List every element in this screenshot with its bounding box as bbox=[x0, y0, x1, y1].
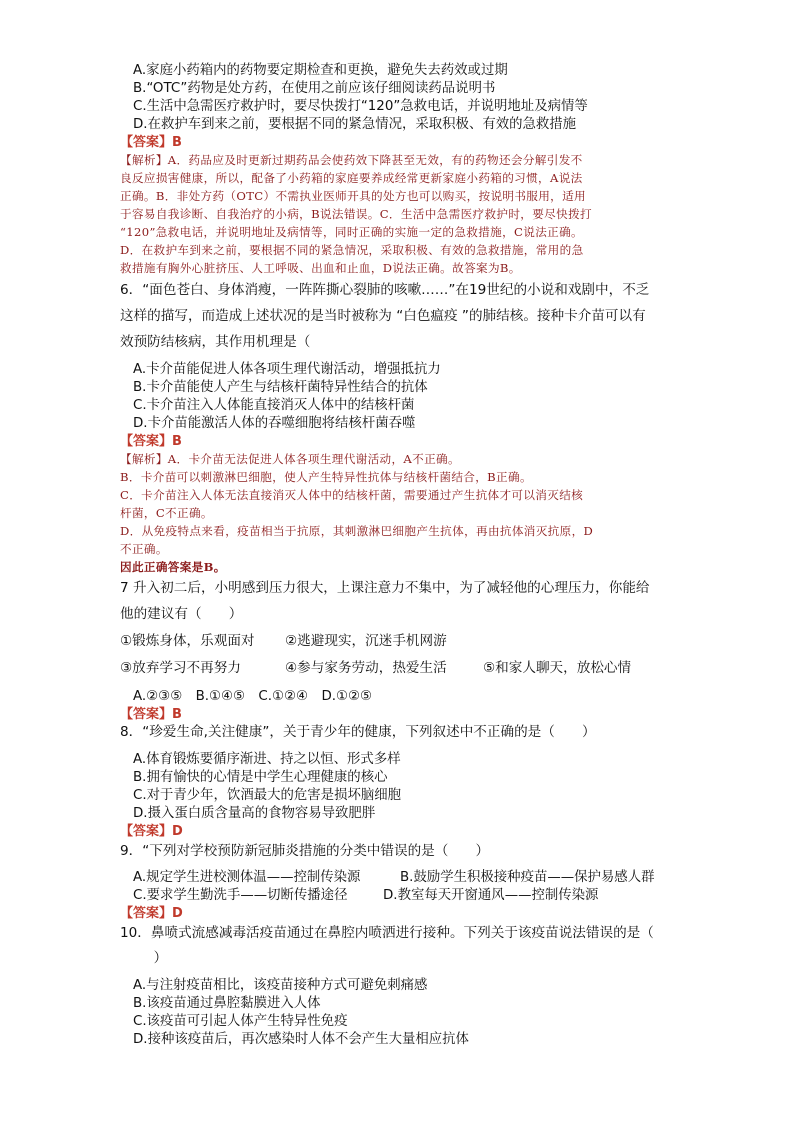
q8-option-d: D.摄入蛋白质含量高的食物容易导致肥胖 bbox=[133, 806, 376, 821]
q9-option-a: A.规定学生进校测体温——控制传染源 bbox=[133, 870, 361, 885]
q6-analysis-conclusion: 因此正确答案是B。 bbox=[120, 560, 226, 574]
q7-choice-2: ②逃避现实，沉迷手机网游 bbox=[285, 633, 447, 649]
q6-analysis-line: 【解析】A．卡介苗无法促进人体各项生理代谢活动，A不正确。 bbox=[120, 452, 460, 466]
q6-option-c: C.卡介苗注入人体能直接消灭人体中的结核杆菌 bbox=[133, 398, 415, 413]
q6-stem-line: 这样的描写，而造成上述状况的是当时被称为 “白色瘟疫 ”的肺结核。接种卡介苗可以有 bbox=[120, 308, 646, 324]
q5-analysis-line: 正确。B．非处方药（OTC）不需执业医师开具的处方也可以购买，按说明书服用，适用 bbox=[120, 189, 587, 203]
q7-stem-line: 他的建议有（ ） bbox=[120, 606, 243, 622]
q8-answer: 【答案】D bbox=[120, 824, 183, 839]
q7-choice-3: ③放弃学习不再努力 bbox=[120, 660, 241, 676]
q6-option-d: D.卡介苗能激活人体的吞噬细胞将结核杆菌吞噬 bbox=[133, 416, 416, 431]
q6-analysis-line: C．卡介苗注入人体无法直接消灭人体中的结核杆菌，需要通过产生抗体才可以消灭结核 bbox=[120, 488, 584, 502]
q10-option-c: C.该疫苗可引起人体产生特异性免疫 bbox=[133, 1014, 348, 1029]
q8-option-b: B.拥有愉快的心情是中学生心理健康的核心 bbox=[133, 770, 388, 785]
q6-option-a: A.卡介苗能促进人体各项生理代谢活动，增强抵抗力 bbox=[133, 362, 441, 377]
q10-option-b: B.该疫苗通过鼻腔黏膜进入人体 bbox=[133, 996, 321, 1011]
q5-analysis-line: 【解析】A．药品应及时更新过期药品会使药效下降甚至无效，有的药物还会分解引发不 bbox=[120, 153, 583, 167]
q5-analysis-line: 救措施有胸外心脏挤压、人工呼吸、出血和止血，D说法正确。故答案为B。 bbox=[120, 261, 521, 275]
q5-option-c: C.生活中急需医疗救护时，要尽快拨打“120”急救电话，并说明地址及病情等 bbox=[133, 99, 588, 114]
q10-option-a: A.与注射疫苗相比，该疫苗接种方式可避免刺痛感 bbox=[133, 978, 428, 993]
q5-answer: 【答案】B bbox=[120, 135, 182, 150]
q6-answer: 【答案】B bbox=[120, 434, 182, 449]
q8-option-a: A.体育锻炼要循序渐进、持之以恒、形式多样 bbox=[133, 752, 401, 767]
q6-option-b: B.卡介苗能使人产生与结核杆菌特异性结合的抗体 bbox=[133, 380, 428, 395]
q7-answer: 【答案】B bbox=[120, 707, 182, 722]
q8-option-c: C.对于青少年，饮酒最大的危害是损坏脑细胞 bbox=[133, 788, 402, 803]
q6-analysis-line: 杆菌，C不正确。 bbox=[120, 506, 213, 520]
q10-stem-line: ） bbox=[140, 950, 168, 966]
q5-analysis-line: D．在救护车到来之前，要根据不同的紧急情况，采取积极、有效的急救措施，常用的急 bbox=[120, 243, 584, 257]
q5-option-b: B.“OTC”药物是处方药，在使用之前应该仔细阅读药品说明书 bbox=[133, 81, 496, 96]
q7-choice-1: ①锻炼身体，乐观面对 bbox=[120, 633, 255, 649]
q8-stem: 8．“珍爱生命,关注健康”，关于青少年的健康，下列叙述中不正确的是（ ） bbox=[120, 724, 596, 740]
q9-option-d: D.教室每天开窗通风——控制传染源 bbox=[383, 888, 599, 903]
q5-analysis-line: 于容易自我诊断、自我治疗的小病，B说法错误。C．生活中急需医疗救护时，要尽快拨打 bbox=[120, 207, 592, 221]
q6-analysis-line: B．卡介苗可以刺激淋巴细胞，使人产生特异性抗体与结核杆菌结合，B正确。 bbox=[120, 470, 532, 484]
q5-analysis-line: “120”急救电话，并说明地址及病情等，同时正确的实施一定的急救措施，C说法正确。 bbox=[120, 225, 583, 239]
q9-stem: 9．“下列对学校预防新冠肺炎措施的分类中错误的是（ ） bbox=[120, 843, 490, 859]
q9-answer: 【答案】D bbox=[120, 906, 183, 921]
q7-stem-line: 7 升入初二后，小明感到压力很大，上课注意力不集中，为了减轻他的心理压力，你能给 bbox=[120, 580, 650, 596]
q7-options: A.②③⑤ B.①④⑤ C.①②④ D.①②⑤ bbox=[133, 689, 373, 704]
q6-stem-line: 效预防结核病，其作用机理是（ bbox=[120, 334, 311, 350]
q5-option-a: A.家庭小药箱内的药物要定期检查和更换，避免失去药效或过期 bbox=[133, 63, 508, 78]
q6-stem-line: 6．“面色苍白、身体消瘦，一阵阵撕心裂肺的咳嗽……”在19世纪的小说和戏剧中，不乏 bbox=[120, 282, 650, 298]
q9-option-c: C.要求学生勤洗手——切断传播途径 bbox=[133, 888, 348, 903]
q6-analysis-line: D．从免疫特点来看，疫苗相当于抗原，其刺激淋巴细胞产生抗体，再由抗体消灭抗原，D bbox=[120, 524, 594, 538]
q10-stem-line: 10．鼻喷式流感减毒活疫苗通过在鼻腔内喷洒进行接种。下列关于该疫苗说法错误的是（ bbox=[120, 925, 654, 941]
q7-choice-4: ④参与家务劳动，热爱生活 bbox=[285, 660, 447, 676]
q9-option-b: B.鼓励学生积极接种疫苗——保护易感人群 bbox=[400, 870, 655, 885]
q10-option-d: D.接种该疫苗后，再次感染时人体不会产生大量相应抗体 bbox=[133, 1032, 469, 1047]
q6-analysis-line: 不正确。 bbox=[120, 542, 168, 556]
q5-option-d: D.在救护车到来之前，要根据不同的紧急情况，采取积极、有效的急救措施 bbox=[133, 117, 577, 132]
q7-choice-5: ⑤和家人聊天，放松心情 bbox=[483, 660, 632, 676]
q5-analysis-line: 良反应损害健康，所以，配备了小药箱的家庭要养成经常更新家庭小药箱的习惯，A说法 bbox=[120, 171, 583, 185]
